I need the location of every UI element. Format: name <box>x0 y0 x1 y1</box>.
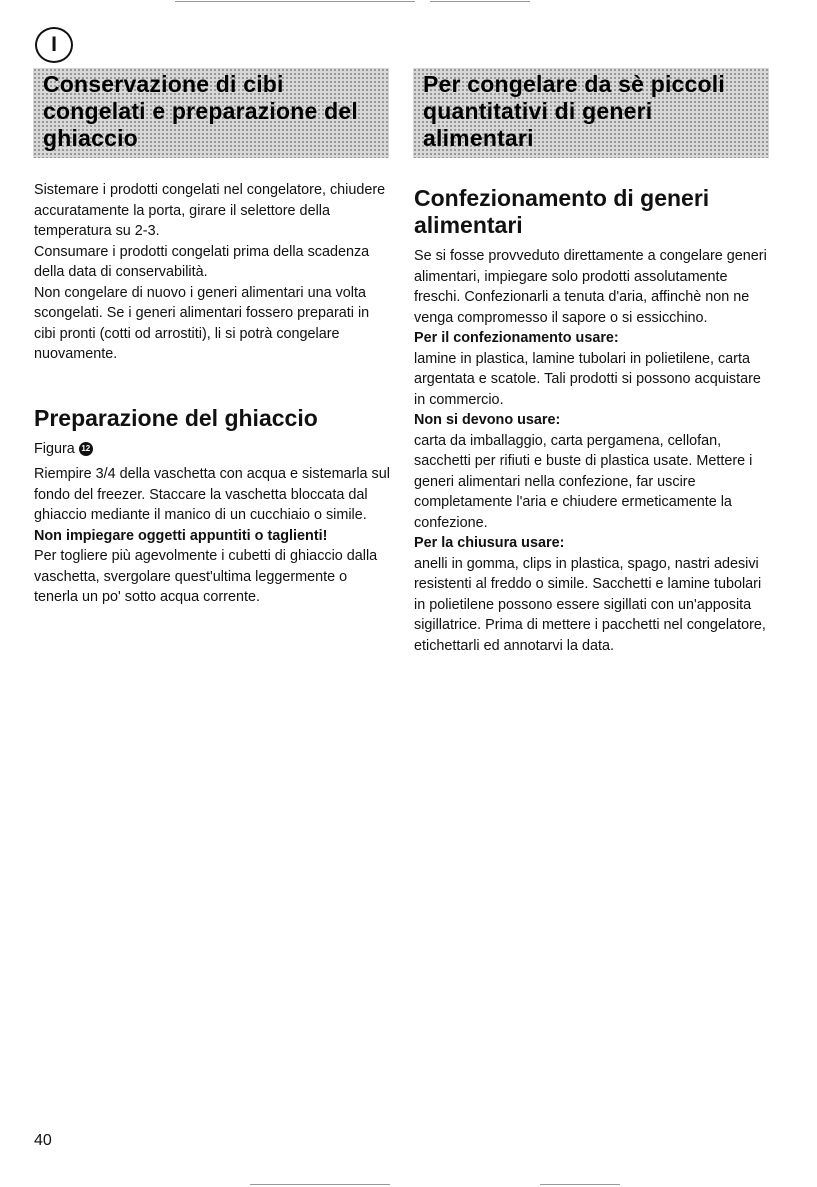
right-paragraph-2: lamine in plastica, lamine tubolari in polietilene, carta argentata e scatole. Tali prodotti si possono acquistare in commercio. <box>414 350 761 408</box>
bottom-rule <box>250 1184 390 1185</box>
left-paragraph-4: Riempire 3/4 della vaschetta con acqua e sistemarla sul fondo del freezer. Staccare la vaschetta bloccata dal ghiaccio mediante il manico di un cucchiaio o simile. <box>34 466 390 523</box>
right-paragraph-3: carta da imballaggio, carta pergamena, cellofan, sacchetti per rifiuti e buste di plastica usate. Mettere i generi alimentari nella confezione, far uscire completamente l'aria e chiudere ermeticamente la confezione. <box>414 432 753 531</box>
left-paragraph-1: Sistemare i prodotti congelati nel congelatore, chiudere accuratamente la porta, girare il selettore della temperatura su 2-3. <box>34 182 386 239</box>
top-rule-right <box>430 1 530 2</box>
left-paragraph-2: Consumare i prodotti congelati prima della scadenza della data di conservabilità. <box>34 243 370 280</box>
subheading-do-not-use: Non si devono usare: <box>414 412 561 428</box>
figure-reference <box>34 439 394 460</box>
top-rule <box>175 1 415 2</box>
banner-left-title: Conservazione di cibi congelati e preparazione del ghiaccio <box>33 68 389 158</box>
left-paragraph-3: Non congelare di nuovo i generi alimentari una volta scongelati. Se i generi alimentari fossero preparati in cibi pronti (cotti od arrostiti), li si potrà congelare nuovamente. <box>34 284 370 362</box>
ice-preparation-heading: Preparazione del ghiaccio <box>34 404 318 431</box>
bottom-rule-right <box>540 1184 620 1185</box>
right-paragraph-1: Se si fosse provveduto direttamente a congelare generi alimentari, impiegare solo prodotti assolutamente freschi. Confezionarli a tenuta d'aria, affinchè non ne venga compromesso il sapore o si essicchino. <box>414 248 767 326</box>
right-paragraph-4: anelli in gomma, clips in plastica, spago, nastri adesivi resistenti al freddo o simile. Sacchetti e lamine tubolari in polietilene possono essere sigillati con un'apposita sigillatrice. Prima di mettere i pacchetti nel congelatore, etichettarli ed annotarvi la data. <box>414 555 766 654</box>
figure-number-badge: 12 <box>79 442 93 456</box>
packaging-heading: Confezionamento di generi alimentari <box>414 185 710 238</box>
page-number: 40 <box>34 1132 52 1149</box>
right-column <box>414 185 770 656</box>
left-column <box>34 180 394 608</box>
figure-label: Figura <box>34 440 75 457</box>
subheading-closure: Per la chiusura usare: <box>414 535 565 551</box>
language-badge: I <box>35 27 73 63</box>
warning-text: Non impiegare oggetti appuntiti o taglienti! <box>34 527 328 544</box>
left-paragraph-5: Per togliere più agevolmente i cubetti di ghiaccio dalla vaschetta, svergolare quest'ultima leggermente o tenerla un po' sotto acqua corrente. <box>34 548 378 605</box>
banner-right-title: Per congelare da sè piccoli quantitativi di generi alimentari <box>413 68 769 158</box>
subheading-use: Per il confezionamento usare: <box>414 330 619 346</box>
